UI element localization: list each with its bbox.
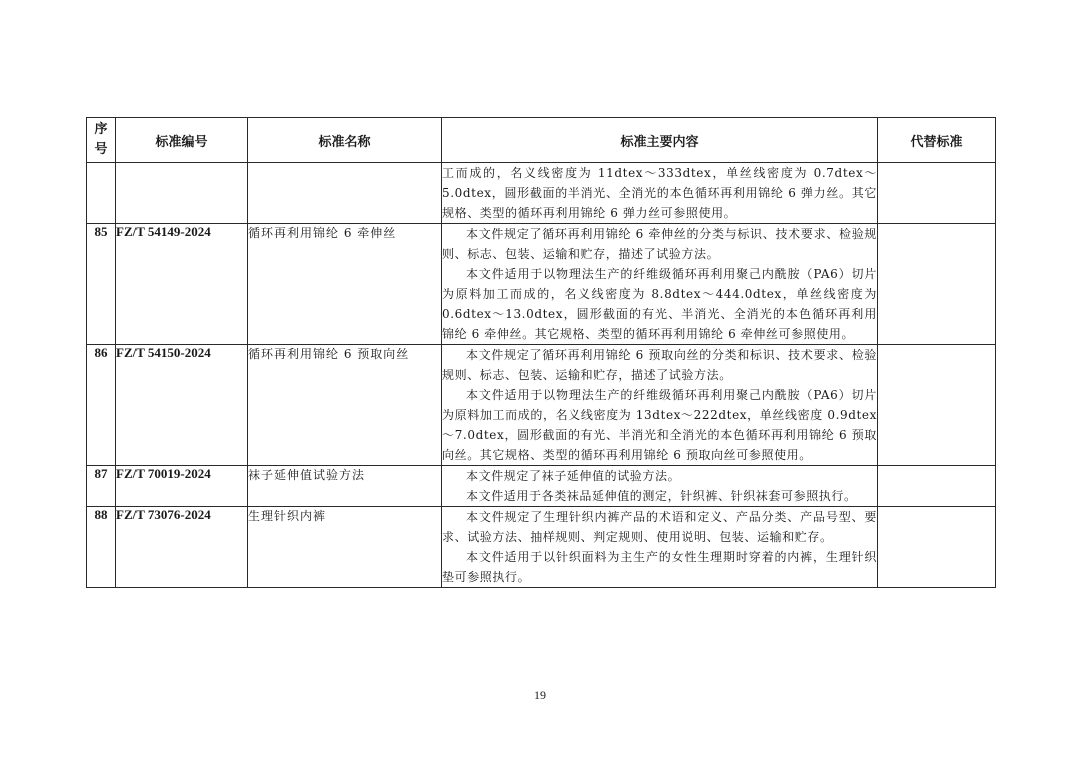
header-code: 标准编号 (116, 118, 248, 163)
content-paragraph: 本文件规定了循环再利用锦纶 6 牵伸丝的分类与标识、技术要求、检验规则、标志、包装、运输和贮存，描述了试验方法。 (442, 227, 877, 261)
row-standard-name: 袜子延伸值试验方法 (248, 466, 442, 507)
row-seq (87, 163, 116, 224)
header-name: 标准名称 (248, 118, 442, 163)
row-standard-name: 生理针织内裤 (248, 507, 442, 588)
table-row (87, 163, 996, 224)
row-replaced-standard (878, 345, 996, 466)
table-row (87, 345, 996, 466)
row-replaced-standard (878, 163, 996, 224)
row-standard-code: FZ/T 54149-2024 (116, 224, 248, 345)
row-standard-name (248, 163, 442, 224)
table-row (87, 507, 996, 588)
row-replaced-standard (878, 466, 996, 507)
standards-table (86, 117, 996, 588)
content-paragraph: 本文件适用于各类袜品延伸值的测定，针织裤、针织袜套可参照执行。 (466, 489, 857, 503)
header-content: 标准主要内容 (442, 118, 878, 163)
content-paragraph: 本文件适用于以物理法生产的纤维级循环再利用聚己内酰胺（PA6）切片为原料加工而成的，名义线密度为 13dtex～222dtex，单丝线密度 0.9dtex～7.0dtex，圆形截面的有光、半消光和全消光的本色循环再利用锦纶 6 预取向丝。其它规格、类型的循环再利用锦纶 6 预取向丝可参照使用。 (442, 388, 877, 462)
row-standard-name: 循环再利用锦纶 6 预取向丝 (248, 345, 442, 466)
row-seq: 85 (87, 224, 116, 345)
content-paragraph: 本文件适用于以物理法生产的纤维级循环再利用聚己内酰胺（PA6）切片为原料加工而成的，名义线密度为 8.8dtex～444.0dtex，单丝线密度为 0.6dtex～13.0dtex，圆形截面的有光、半消光、全消光的本色循环再利用锦纶 6 牵伸丝。其它规格、类型的循环再利用锦纶 6 牵伸丝可参照使用。 (442, 267, 877, 341)
row-content (442, 224, 878, 345)
content-paragraph: 本文件规定了生理针织内裤产品的术语和定义、产品分类、产品号型、要求、试验方法、抽样规则、判定规则、使用说明、包装、运输和贮存。 (442, 510, 877, 544)
row-standard-name: 循环再利用锦纶 6 牵伸丝 (248, 224, 442, 345)
table-header-row (87, 118, 996, 163)
row-replaced-standard (878, 507, 996, 588)
row-standard-code (116, 163, 248, 224)
row-content (442, 163, 878, 224)
row-content (442, 466, 878, 507)
header-seq: 序号 (87, 118, 116, 163)
table-row (87, 224, 996, 345)
header-replace: 代替标准 (878, 118, 996, 163)
row-content (442, 507, 878, 588)
content-paragraph: 本文件规定了袜子延伸值的试验方法。 (466, 469, 681, 483)
row-replaced-standard (878, 224, 996, 345)
content-paragraph: 本文件适用于以针织面料为主生产的女性生理期时穿着的内裤，生理针织垫可参照执行。 (442, 550, 877, 584)
row-seq: 88 (87, 507, 116, 588)
row-standard-code: FZ/T 73076-2024 (116, 507, 248, 588)
table-body (87, 163, 996, 588)
content-paragraph: 工而成的，名义线密度为 11dtex～333dtex，单丝线密度为 0.7dtex～5.0dtex，圆形截面的半消光、全消光的本色循环再利用锦纶 6 弹力丝。其它规格、类型的循环再利用锦纶 6 弹力丝可参照使用。 (442, 166, 877, 220)
table-row (87, 466, 996, 507)
row-standard-code: FZ/T 70019-2024 (116, 466, 248, 507)
row-content (442, 345, 878, 466)
row-standard-code: FZ/T 54150-2024 (116, 345, 248, 466)
row-seq: 87 (87, 466, 116, 507)
row-seq: 86 (87, 345, 116, 466)
content-paragraph: 本文件规定了循环再利用锦纶 6 预取向丝的分类和标识、技术要求、检验规则、标志、包装、运输和贮存，描述了试验方法。 (442, 348, 877, 382)
page-number: 19 (534, 688, 546, 702)
